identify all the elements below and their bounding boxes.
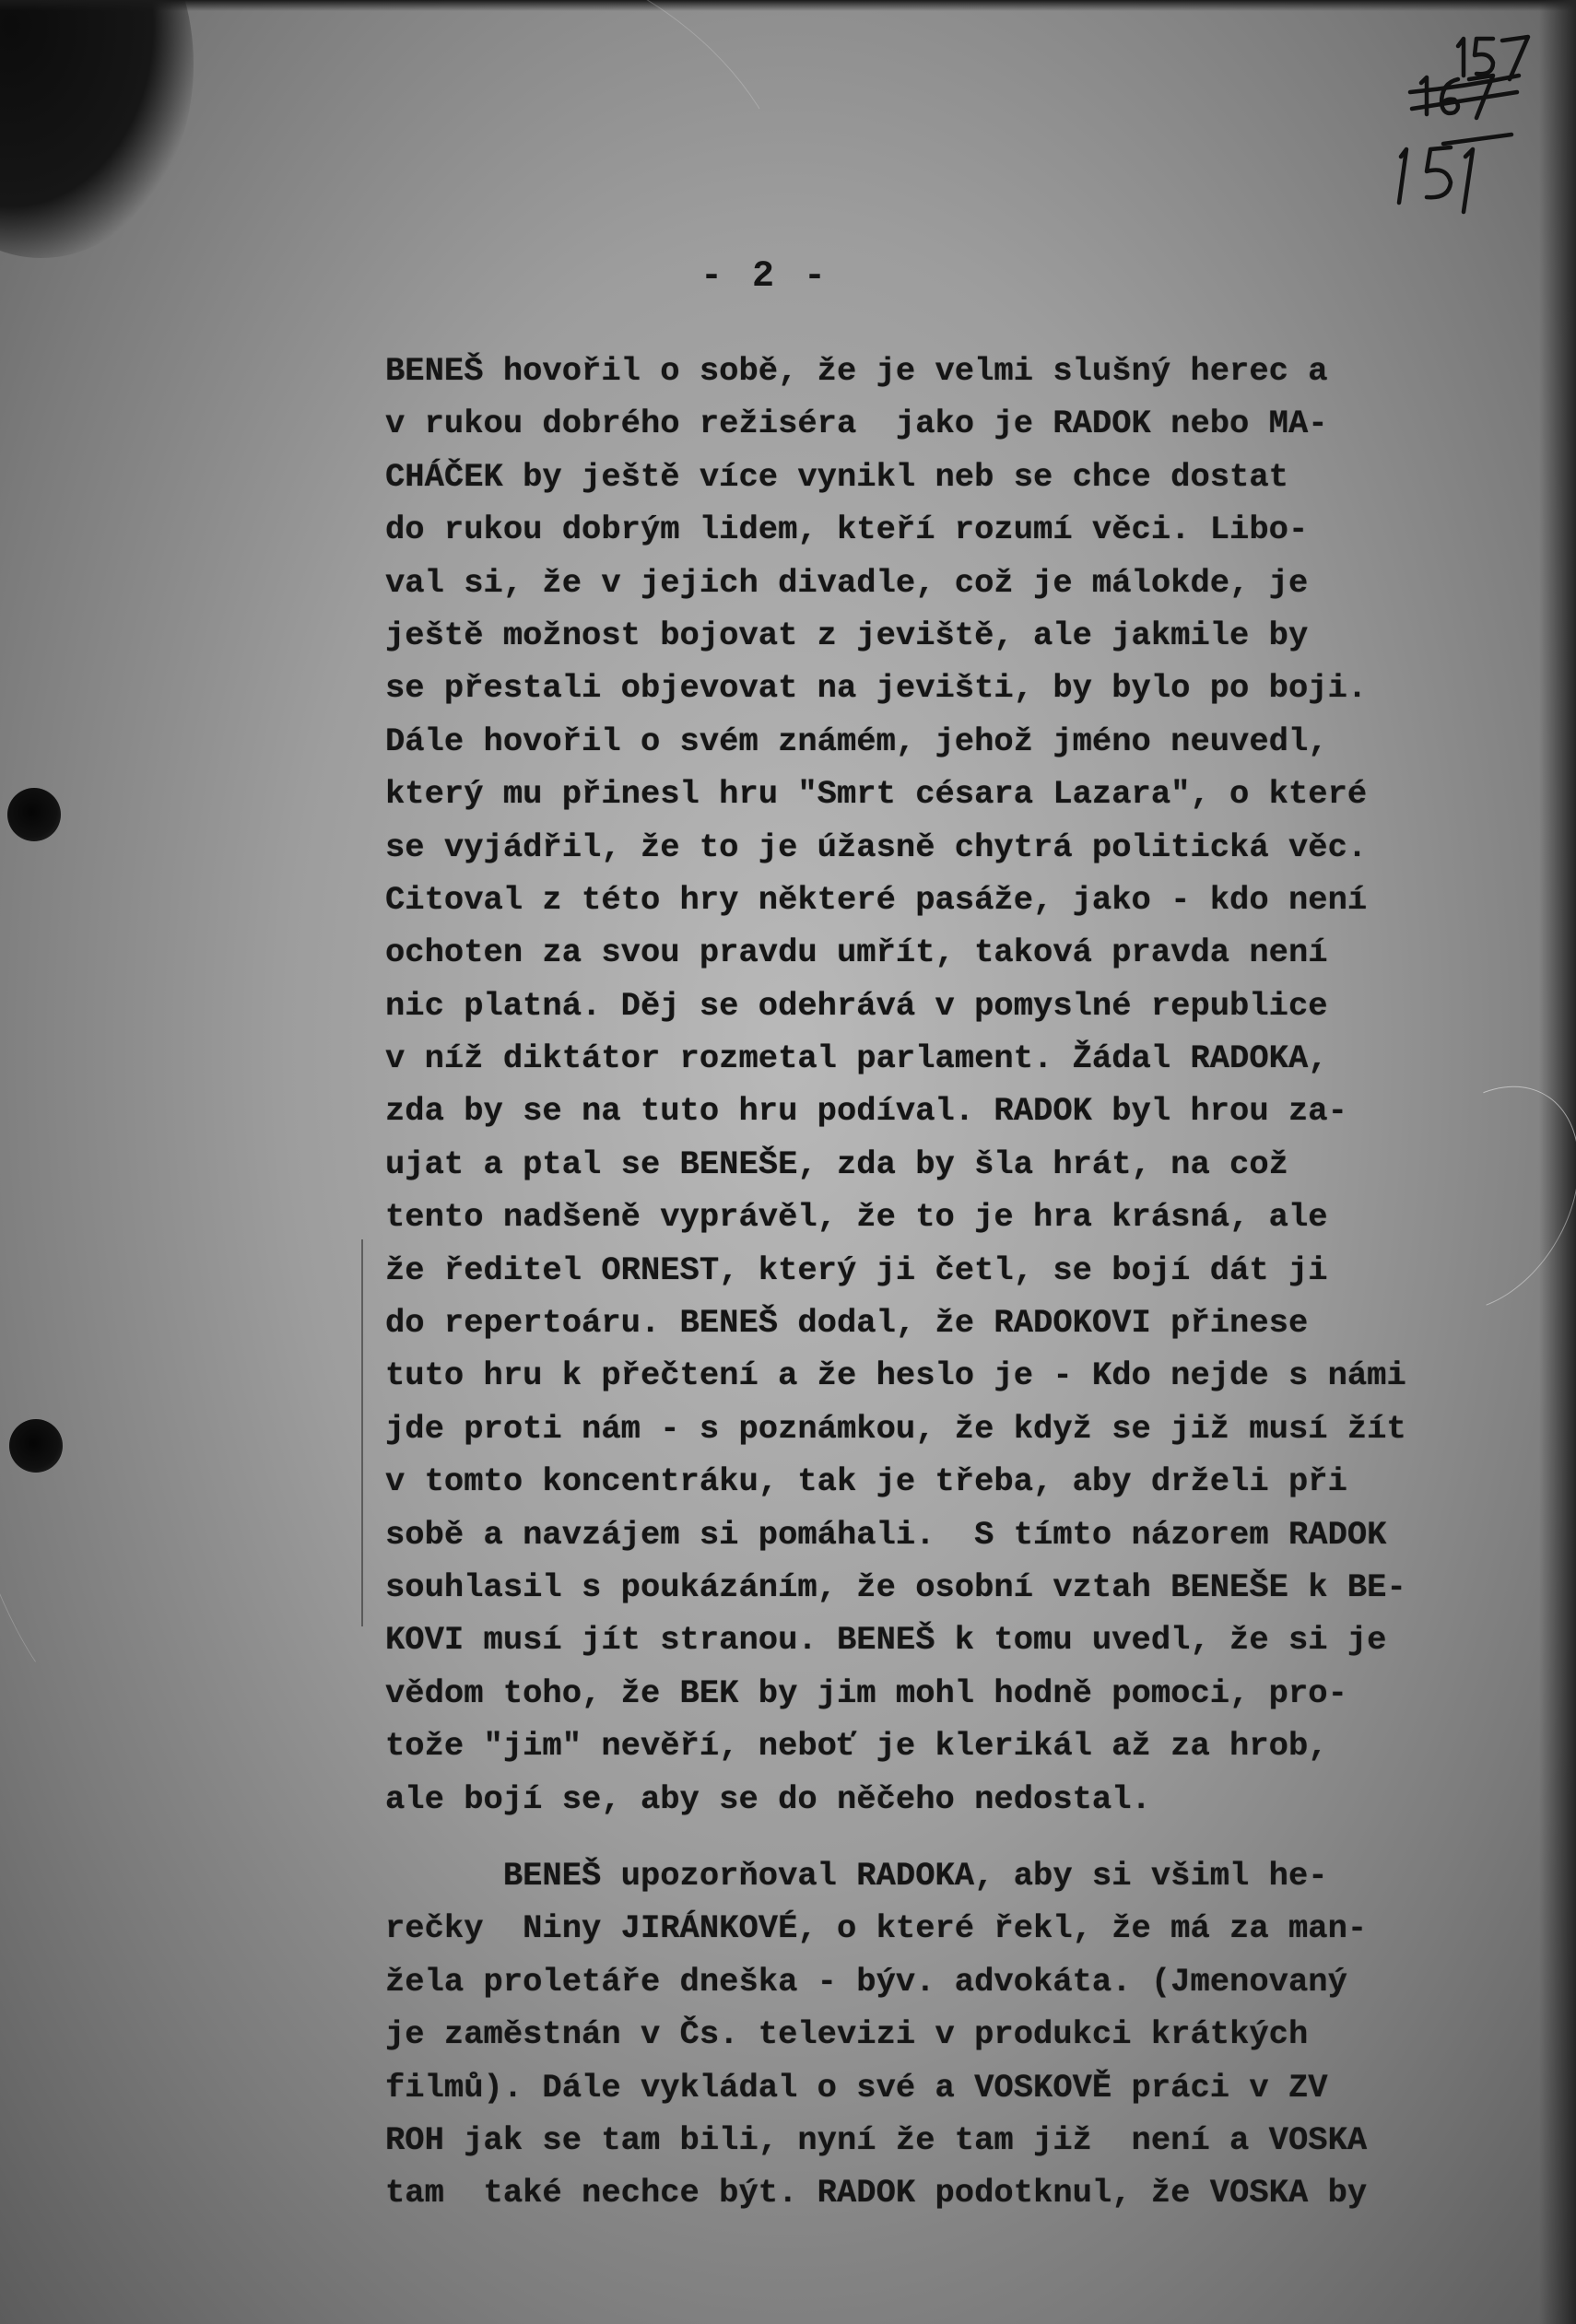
- text-line: filmů). Dále vykládal o své a VOSKOVĚ práci v ZV: [385, 2068, 1328, 2107]
- margin-mark-line: [361, 1239, 363, 1626]
- text-line: BENEŠ hovořil o sobě, že je velmi slušný herec a: [385, 352, 1328, 390]
- text-line: ujat a ptal se BENEŠE, zda by šla hrát, na což: [385, 1144, 1288, 1183]
- text-line: Citoval z této hry některé pasáže, jako - kdo není: [385, 880, 1368, 919]
- text-line: žela proletáře dneška - býv. advokáta. (Jmenovaný: [385, 1962, 1347, 2001]
- text-line: ale bojí se, aby se do něčeho nedostal.: [385, 1779, 1151, 1818]
- text-line: je zaměstnán v Čs. televizi v produkci krátkých: [385, 2015, 1309, 2054]
- handwritten-folio-numbers: [1355, 18, 1539, 221]
- text-line: jde proti nám - s poznámkou, že když se již musí žít: [385, 1409, 1406, 1448]
- text-line: tento nadšeně vyprávěl, že to je hra krásná, ale: [385, 1198, 1328, 1237]
- text-line: val si, že v jejich divadle, což je málokde, je: [385, 563, 1309, 602]
- text-line: rečky Niny JIRÁNKOVÉ, o které řekl, že má za man-: [385, 1909, 1368, 1948]
- text-line: do repertoáru. BENEŠ dodal, že RADOKOVI přinese: [385, 1304, 1309, 1343]
- text-line: CHÁČEK by ještě více vynikl neb se chce dostat: [385, 457, 1288, 496]
- text-line: v níž diktátor rozmetal parlament. Žádal RADOKA,: [385, 1039, 1328, 1078]
- handwritten-folio-drawing: [1355, 18, 1539, 221]
- text-line: v tomto koncentráku, tak je třeba, aby drželi při: [385, 1462, 1347, 1501]
- document-body: [385, 345, 1445, 2220]
- scan-scratch: [0, 872, 224, 1729]
- paragraph: [385, 1849, 1445, 2220]
- text-line: ještě možnost bojovat z jeviště, ale jakmile by: [385, 616, 1309, 654]
- text-line: Dále hovořil o svém známém, jehož jméno neuvedl,: [385, 722, 1328, 760]
- punch-hole: [7, 788, 61, 841]
- text-line: ROH jak se tam bili, nyní že tam již není a VOSKA: [385, 2120, 1368, 2159]
- text-line: se přestali objevovat na jevišti, by bylo po boji.: [385, 669, 1368, 708]
- text-line: tuto hru k přečtení a že heslo je - Kdo nejde s námi: [385, 1356, 1406, 1395]
- punch-hole: [9, 1419, 63, 1473]
- text-line: že ředitel ORNEST, který ji četl, se bojí dát ji: [385, 1250, 1328, 1289]
- text-line: v rukou dobrého režiséra jako je RADOK nebo MA-: [385, 405, 1328, 443]
- text-line: vědom toho, že BEK by jim mohl hodně pomoci, pro-: [385, 1673, 1347, 1712]
- text-line: který mu přinesl hru "Smrt césara Lazara", o které: [385, 775, 1368, 814]
- text-line: BENEŠ upozorňoval RADOKA, aby si všiml he-: [385, 1856, 1328, 1895]
- paragraph-gap: [385, 1825, 1445, 1849]
- text-line: sobě a navzájem si pomáhali. S tímto názorem RADOK: [385, 1515, 1387, 1554]
- text-line: nic platná. Děj se odehrává v pomyslné republice: [385, 986, 1328, 1025]
- paragraph: [385, 345, 1445, 1825]
- text-line: tam také nechce být. RADOK podotknul, že VOSKA by: [385, 2174, 1368, 2212]
- text-line: se vyjádřil, že to je úžasně chytrá politická věc.: [385, 827, 1368, 866]
- text-line: ochoten za svou pravdu umřít, taková pravda není: [385, 933, 1328, 972]
- page-number: - 2 -: [700, 256, 830, 298]
- text-line: KOVI musí jít stranou. BENEŠ k tomu uvedl, že si je: [385, 1621, 1387, 1660]
- text-line: souhlasil s poukázáním, že osobní vztah BENEŠE k BE-: [385, 1567, 1406, 1606]
- text-line: tože "jim" nevěří, neboť je klerikál až za hrob,: [385, 1727, 1328, 1766]
- text-line: do rukou dobrým lidem, kteří rozumí věci. Libo-: [385, 511, 1309, 549]
- text-line: zda by se na tuto hru podíval. RADOK byl hrou za-: [385, 1092, 1347, 1131]
